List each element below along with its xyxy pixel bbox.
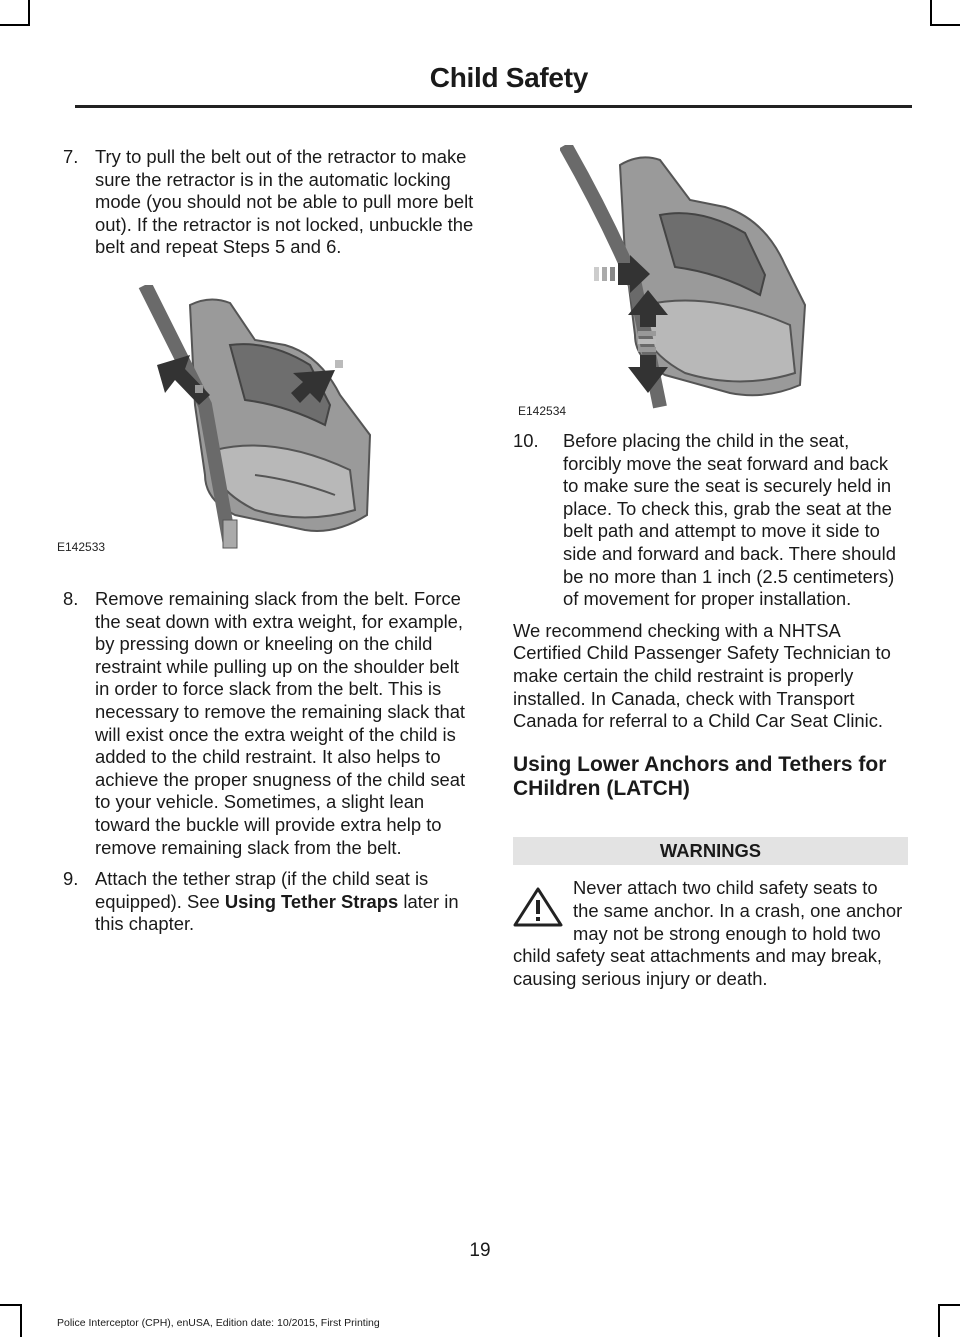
- crop-mark: [20, 1304, 22, 1337]
- warning-block: [513, 877, 908, 990]
- step-number: 8.: [63, 588, 79, 609]
- crop-mark: [930, 0, 932, 26]
- crop-mark: [938, 1304, 960, 1306]
- right-column: [513, 430, 908, 990]
- step-text: Before placing the child in the seat, forcibly move the seat forward and back to make sure the seat is securely held in place. To check this, grab the seat at the belt path and attempt to move it side to side and forward and back. There should be no more than 1 inch (2.5 centimeters) of movement for proper installation.: [563, 430, 896, 610]
- left-column-continued: [55, 588, 475, 945]
- page-footer: Police Interceptor (CPH), enUSA, Edition date: 10/2015, First Printing: [57, 1317, 380, 1329]
- step-text-before: Attach the tether strap (if the child seat is equipped). See: [95, 868, 429, 912]
- crop-mark: [938, 1304, 940, 1337]
- warning-triangle-icon: [513, 887, 563, 927]
- child-seat-figure-e142533: [135, 285, 375, 550]
- step-number: 9.: [63, 868, 79, 890]
- step-10: [513, 430, 908, 611]
- crop-mark: [930, 24, 960, 26]
- crop-mark: [0, 24, 30, 26]
- left-column: [55, 146, 475, 268]
- recommendation-paragraph: We recommend checking with a NHTSA Certified Child Passenger Safety Technician to make certain the child restraint is properly installed. In Canada, check with Transport Canada for referral to a Child Car Seat Clinic.: [513, 619, 891, 732]
- warnings-banner: WARNINGS: [513, 837, 908, 866]
- section-heading: Using Lower Anchors and Tethers for CHildren (LATCH): [513, 752, 887, 800]
- figure-label: E142533: [57, 540, 106, 554]
- step-8: [55, 588, 475, 859]
- cross-reference-link[interactable]: Using Tether Straps: [224, 890, 399, 912]
- step-7: [55, 146, 475, 259]
- crop-mark: [28, 0, 30, 26]
- step-9: [55, 868, 475, 936]
- step-number: 10.: [513, 430, 539, 451]
- step-text-after: later in this chapter.: [95, 890, 459, 935]
- step-text: Remove remaining slack from the belt. Force the seat down with extra weight, for example, by pressing down or kneeling on the child restraint while pulling up on the shoulder belt in order to force slack from the belt. This is necessary to remove the remaining slack that will exist once the extra weight of the child is added to the child restraint. It also helps to achieve the proper snugness of the child seat to your vehicle. Sometimes, a slight lean toward the buckle will provide extra help to remove remaining slack from the belt.: [95, 588, 466, 858]
- step-text: [95, 868, 475, 936]
- header-rule: [75, 105, 912, 108]
- step-number: 7.: [63, 146, 79, 167]
- page-title: Child Safety: [429, 62, 588, 93]
- page-number: 19: [469, 1240, 491, 1261]
- figure-label: E142534: [518, 404, 567, 418]
- step-text: Try to pull the belt out of the retractor to make sure the retractor is in the automatic locking mode (you should not be able to pull more belt out). If the retractor is not locked, unbuckle the belt and repeat Steps 5 and 6.: [95, 146, 474, 258]
- child-seat-figure-e142534: [560, 145, 820, 410]
- crop-mark: [0, 1304, 22, 1306]
- warning-text: Never attach two child safety seats to the same anchor. In a crash, one anchor may not be strong enough to hold two child safety seat attachments and may break, causing serious injury or death.: [513, 877, 903, 989]
